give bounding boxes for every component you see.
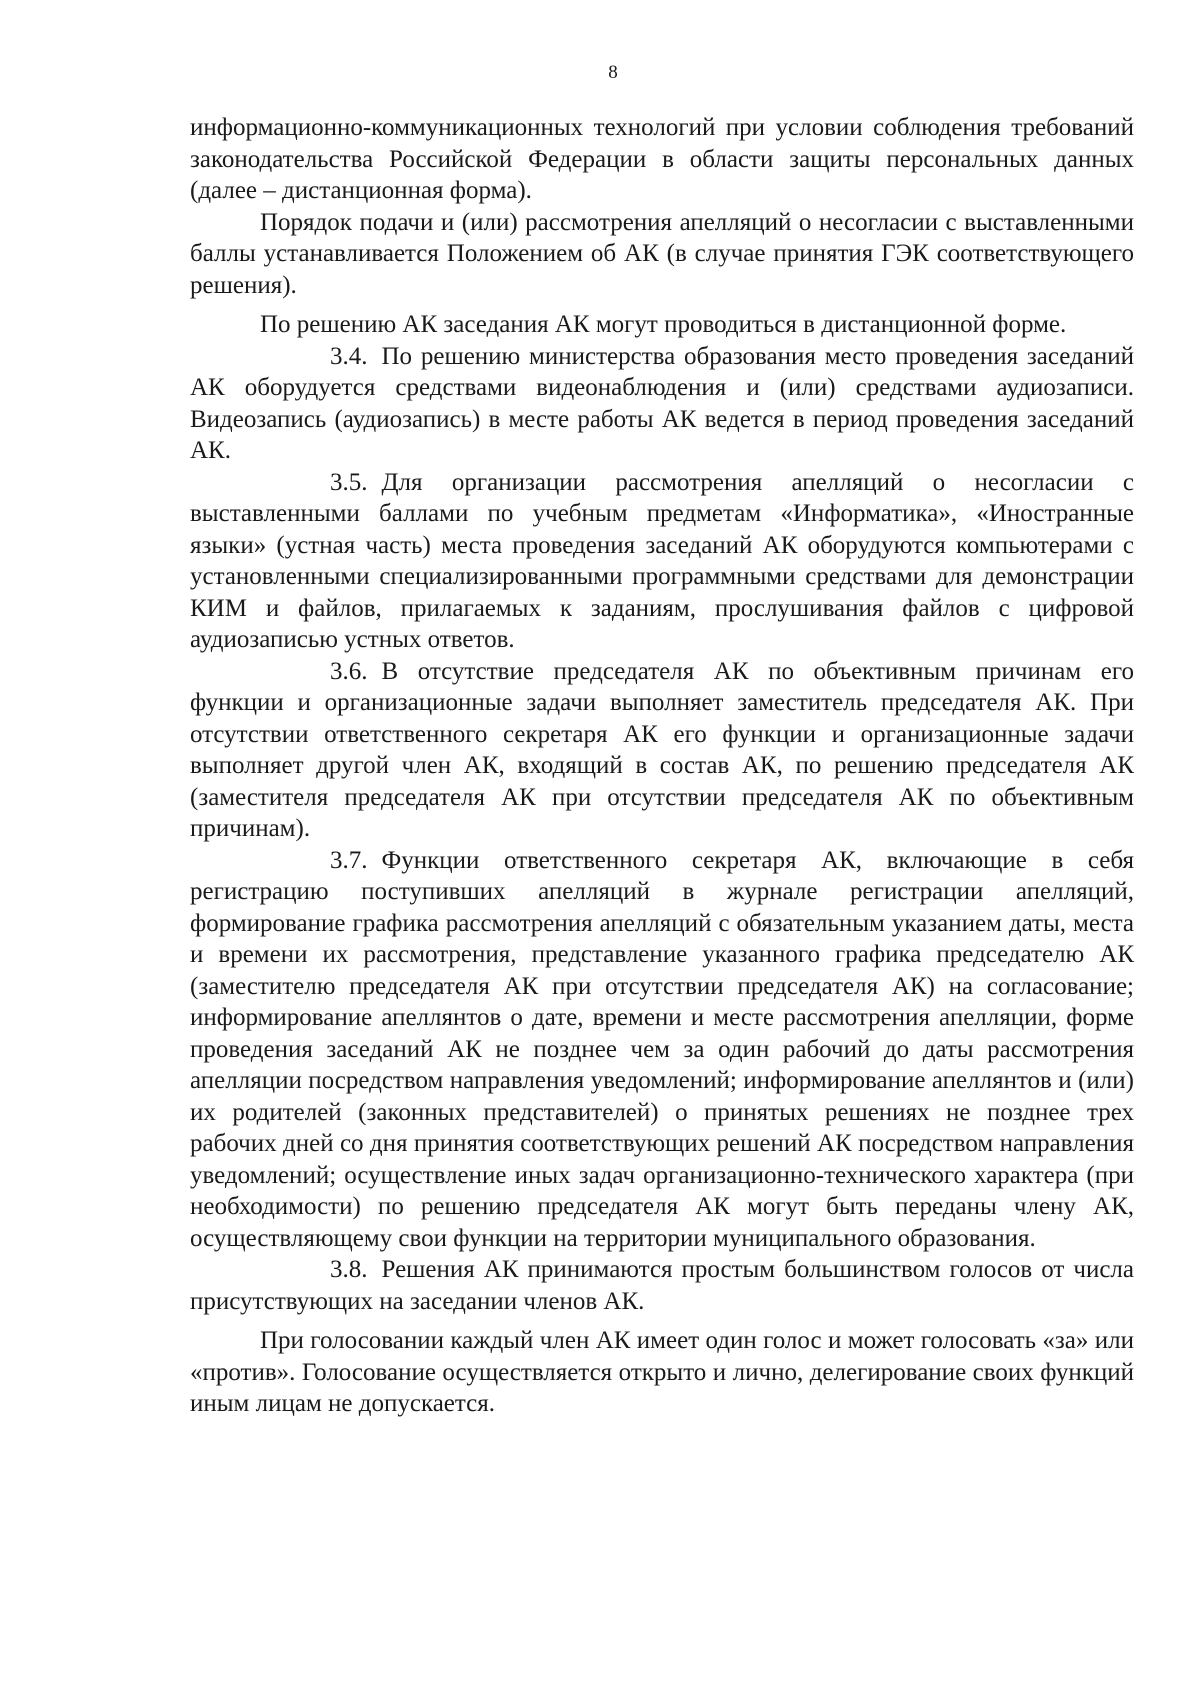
document-body [190,112,1134,1420]
page-number: 8 [608,62,618,83]
paragraph-voting [190,1325,1134,1420]
paragraph-text: При голосовании каждый член АК имеет один голос и может голосовать «за» или «против». Голосование осуществляется открыто и лично, делегирование своих функций иным лицам не допускается. [190,1327,1134,1417]
paragraph-number: 3.4. [330,342,368,370]
paragraph-text: Функции ответственного секретаря АК, включающие в себя регистрацию поступивших апелляций в журнале регистрации апелляций, формирование графика рассмотрения апелляций с обязательным указанием даты, места и времени их рассмотрения, представление указанного графика председателю АК (заместителю председателя АК при отсутствии председателя АК) на согласование; информирование апеллянтов о дате, времени и месте рассмотрения апелляции, форме проведения заседаний АК не позднее чем за один рабочий до даты рассмотрения апелляции посредством направления уведомлений; информирование апеллянтов и (или) их родителей (законных представителей) о принятых решениях не позднее трех рабочих дней со дня принятия соответствующих решений АК посредством направления уведомлений; осуществление иных задач организационно-технического характера (при необходимости) по решению председателя АК могут быть переданы члену АК, осуществляющему свои функции на территории муниципального образования. [190,846,1134,1252]
paragraph-3-4 [190,341,1134,467]
paragraph-3 [190,309,1134,341]
paragraph-3-8 [190,1254,1134,1317]
paragraph-text: Порядок подачи и (или) рассмотрения апелляций о несогласии с выставленными баллы устанавливается Положением об АК (в случае принятия ГЭК соответствующего решения). [190,208,1134,299]
paragraph-3-6 [190,656,1134,845]
paragraph-3-7 [190,845,1134,1255]
paragraph-text: В отсутствие председателя АК по объективным причинам его функции и организационные задачи выполняет заместитель председателя АК. При отсутствии ответственного секретаря АК его функции и организационные задачи выполняет другой член АК, входящий в состав АК, по решению председателя АК (заместителя председателя АК при отсутствии председателя АК по объективным причинам). [190,657,1134,842]
paragraph-number: 3.6. [330,657,368,685]
paragraph-text: Для организации рассмотрения апелляций о несогласии с выставленными баллами по учебным предметам «Информатика», «Иностранные языки» (устная часть) места проведения заседаний АК оборудуются компьютерами с установленными специализированными программными средствами для демонстрации КИМ и файлов, прилагаемых к заданиям, прослушивания файлов с цифровой аудиозаписью устных ответов. [190,468,1134,653]
paragraph-number: 3.8. [330,1256,368,1283]
paragraph-text: Решения АК принимаются простым большинством голосов от числа присутствующих на заседании членов АК. [190,1256,1134,1315]
paragraph-text: По решению АК заседания АК могут проводиться в дистанционной форме. [260,311,1067,338]
paragraph-text: информационно-коммуникационных технологий при условии соблюдения требований законодательства Российской Федерации в области защиты персональных данных (далее – дистанционная форма). [190,114,1134,204]
paragraph-text: По решению министерства образования место проведения заседаний АК оборудуется средствами видеонаблюдения и (или) средствами аудиозаписи. Видеозапись (аудиозапись) в месте работы АК ведется в период проведения заседаний АК. [190,342,1134,464]
paragraph-number: 3.7. [330,846,368,874]
paragraph-number: 3.5. [330,468,368,496]
paragraph-2 [190,207,1134,302]
paragraph-3-5 [190,467,1134,656]
paragraph-1 [190,112,1134,207]
